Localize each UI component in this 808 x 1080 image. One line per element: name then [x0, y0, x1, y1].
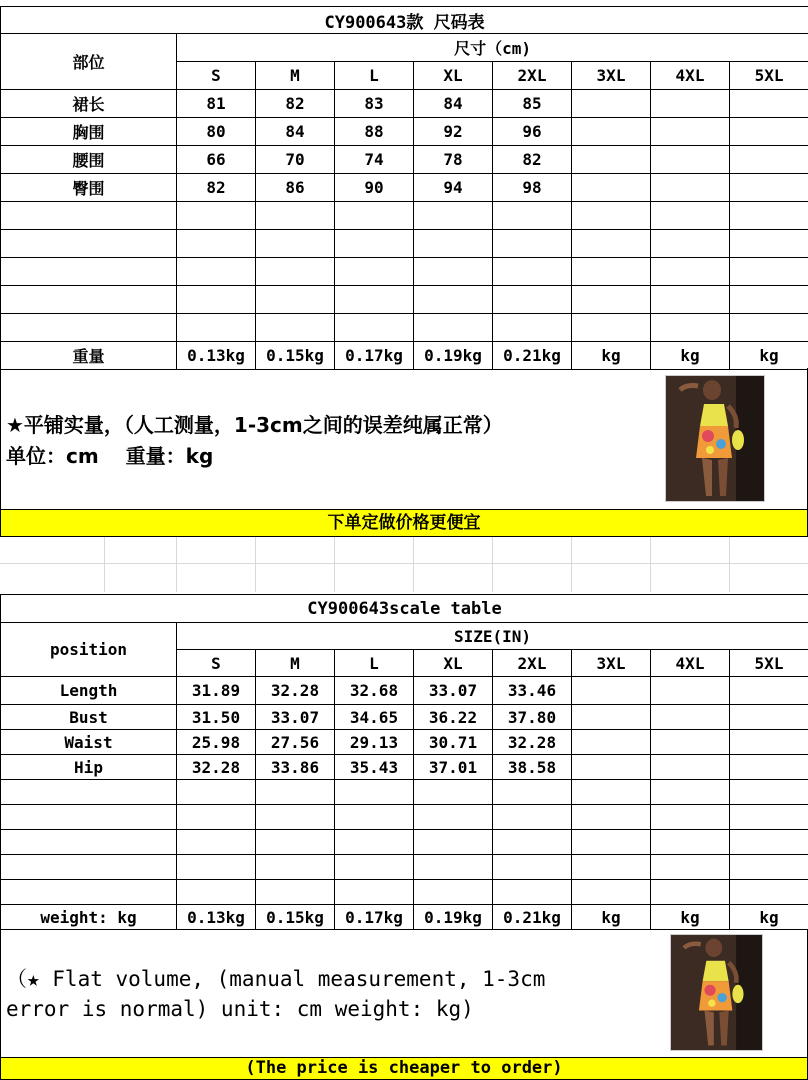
cn-cell: 82	[493, 146, 572, 174]
cn-empty-row	[1, 314, 808, 342]
en-position-label: position	[1, 623, 177, 677]
en-cell: 35.43	[335, 755, 414, 780]
en-cell: 36.22	[414, 705, 493, 730]
en-cell: 33.46	[493, 677, 572, 705]
en-empty-row	[1, 880, 808, 905]
cn-cell: 94	[414, 174, 493, 202]
en-cell: 38.58	[493, 755, 572, 780]
cn-position-label: 部位	[1, 34, 177, 90]
en-weight-cell: 0.15kg	[256, 905, 335, 930]
en-cell	[572, 755, 651, 780]
en-size-col: 5XL	[730, 650, 808, 677]
cn-cell: 96	[493, 118, 572, 146]
en-cell: 33.07	[414, 677, 493, 705]
cn-empty-row	[1, 230, 808, 258]
cn-cell: 85	[493, 90, 572, 118]
en-size-table	[0, 594, 808, 930]
en-cell: 30.71	[414, 730, 493, 755]
en-cell: 34.65	[335, 705, 414, 730]
en-weight-cell: 0.13kg	[177, 905, 256, 930]
en-size-col: L	[335, 650, 414, 677]
en-row-label: Length	[1, 677, 177, 705]
spreadsheet-gap-grid	[0, 537, 808, 592]
cn-note-line2: 单位：cm 重量：kg	[6, 444, 214, 468]
cn-cell: 74	[335, 146, 414, 174]
en-cell	[730, 705, 808, 730]
en-row-label: Hip	[1, 755, 177, 780]
cn-cell: 98	[493, 174, 572, 202]
en-size-header: SIZE(IN)	[177, 623, 808, 650]
cn-weight-cell: kg	[651, 342, 730, 370]
en-size-col: M	[256, 650, 335, 677]
cn-size-col: 4XL	[651, 62, 730, 90]
cn-size-col: XL	[414, 62, 493, 90]
en-price-banner: (The price is cheaper to order)	[0, 1057, 808, 1080]
cn-cell	[730, 118, 808, 146]
cn-row-length	[1, 90, 808, 118]
cn-size-col: 2XL	[493, 62, 572, 90]
en-weight-cell: 0.21kg	[493, 905, 572, 930]
cn-empty-row	[1, 286, 808, 314]
cn-weight-cell: kg	[572, 342, 651, 370]
en-cell	[730, 677, 808, 705]
en-cell	[572, 730, 651, 755]
cn-cell	[651, 174, 730, 202]
cn-cell: 83	[335, 90, 414, 118]
cn-cell: 84	[414, 90, 493, 118]
en-cell	[651, 677, 730, 705]
cn-row-label: 裙长	[1, 90, 177, 118]
cn-cell: 90	[335, 174, 414, 202]
cn-weight-cell: 0.13kg	[177, 342, 256, 370]
cn-weight-cell: kg	[730, 342, 808, 370]
en-empty-row	[1, 830, 808, 855]
cn-size-table	[0, 6, 808, 370]
cn-cell: 88	[335, 118, 414, 146]
cn-cell	[572, 90, 651, 118]
en-cell: 32.28	[493, 730, 572, 755]
cn-size-col: S	[177, 62, 256, 90]
cn-weight-cell: 0.21kg	[493, 342, 572, 370]
cn-empty-row	[1, 258, 808, 286]
cn-size-col: 3XL	[572, 62, 651, 90]
en-cell	[651, 730, 730, 755]
product-photo-en	[670, 934, 763, 1051]
cn-row-label: 臀围	[1, 174, 177, 202]
en-cell	[572, 705, 651, 730]
cn-cell	[651, 90, 730, 118]
product-photo-dress-icon	[666, 376, 765, 502]
cn-weight-label: 重量	[1, 342, 177, 370]
cn-size-header: 尺寸（cm)	[177, 34, 808, 62]
cn-cell	[572, 174, 651, 202]
cn-cell: 70	[256, 146, 335, 174]
en-weight-label: weight: kg	[1, 905, 177, 930]
cn-cell	[572, 146, 651, 174]
en-weight-cell: kg	[730, 905, 808, 930]
cn-weight-row	[1, 342, 808, 370]
cn-cell: 78	[414, 146, 493, 174]
en-size-col: 4XL	[651, 650, 730, 677]
cn-price-banner: 下单定做价格更便宜	[0, 509, 808, 537]
cn-cell	[651, 118, 730, 146]
cn-cell: 81	[177, 90, 256, 118]
en-cell	[730, 755, 808, 780]
en-weight-cell: 0.19kg	[414, 905, 493, 930]
en-row-length	[1, 677, 808, 705]
cn-cell: 80	[177, 118, 256, 146]
en-cell: 33.86	[256, 755, 335, 780]
cn-cell	[651, 146, 730, 174]
cn-weight-cell: 0.15kg	[256, 342, 335, 370]
en-cell: 37.80	[493, 705, 572, 730]
en-cell	[651, 755, 730, 780]
en-table-title: CY900643scale table	[1, 595, 808, 623]
en-cell: 25.98	[177, 730, 256, 755]
cn-cell: 86	[256, 174, 335, 202]
en-cell: 31.50	[177, 705, 256, 730]
en-weight-cell: kg	[651, 905, 730, 930]
cn-cell: 84	[256, 118, 335, 146]
en-weight-cell: kg	[572, 905, 651, 930]
en-empty-row	[1, 780, 808, 805]
en-cell: 27.56	[256, 730, 335, 755]
cn-weight-cell: 0.17kg	[335, 342, 414, 370]
cn-row-bust	[1, 118, 808, 146]
cn-cell: 82	[177, 174, 256, 202]
cn-cell	[730, 90, 808, 118]
en-weight-row	[1, 905, 808, 930]
en-size-col: S	[177, 650, 256, 677]
en-cell: 29.13	[335, 730, 414, 755]
cn-row-waist	[1, 146, 808, 174]
cn-row-label: 胸围	[1, 118, 177, 146]
en-row-label: Waist	[1, 730, 177, 755]
cn-cell: 66	[177, 146, 256, 174]
cn-weight-cell: 0.19kg	[414, 342, 493, 370]
en-weight-cell: 0.17kg	[335, 905, 414, 930]
en-empty-row	[1, 805, 808, 830]
en-row-waist	[1, 730, 808, 755]
en-size-col: XL	[414, 650, 493, 677]
cn-note-line1: ★平铺实量，（人工测量，1-3cm之间的误差纯属正常）	[6, 413, 503, 437]
en-row-hip	[1, 755, 808, 780]
cn-row-hip	[1, 174, 808, 202]
product-photo-dress-icon	[671, 935, 763, 1051]
en-size-col: 2XL	[493, 650, 572, 677]
cn-cell: 92	[414, 118, 493, 146]
cn-cell	[572, 118, 651, 146]
en-row-label: Bust	[1, 705, 177, 730]
cn-size-col: L	[335, 62, 414, 90]
en-note-line1: （★ Flat volume, (manual measurement, 1-3cm	[6, 967, 546, 991]
product-photo-cn	[665, 375, 765, 502]
cn-cell	[730, 146, 808, 174]
en-cell	[572, 677, 651, 705]
en-cell	[651, 705, 730, 730]
cn-size-col: 5XL	[730, 62, 808, 90]
cn-cell	[730, 174, 808, 202]
en-row-bust	[1, 705, 808, 730]
en-cell: 37.01	[414, 755, 493, 780]
en-size-col: 3XL	[572, 650, 651, 677]
cn-table-title: CY900643款 尺码表	[1, 7, 808, 34]
en-cell: 32.28	[256, 677, 335, 705]
en-cell: 32.28	[177, 755, 256, 780]
en-cell: 32.68	[335, 677, 414, 705]
cn-cell: 82	[256, 90, 335, 118]
en-cell: 31.89	[177, 677, 256, 705]
en-cell: 33.07	[256, 705, 335, 730]
cn-empty-row	[1, 202, 808, 230]
cn-size-col: M	[256, 62, 335, 90]
en-cell	[730, 730, 808, 755]
en-empty-row	[1, 855, 808, 880]
cn-row-label: 腰围	[1, 146, 177, 174]
en-note-line2: error is normal) unit: cm weight: kg)	[6, 997, 474, 1021]
